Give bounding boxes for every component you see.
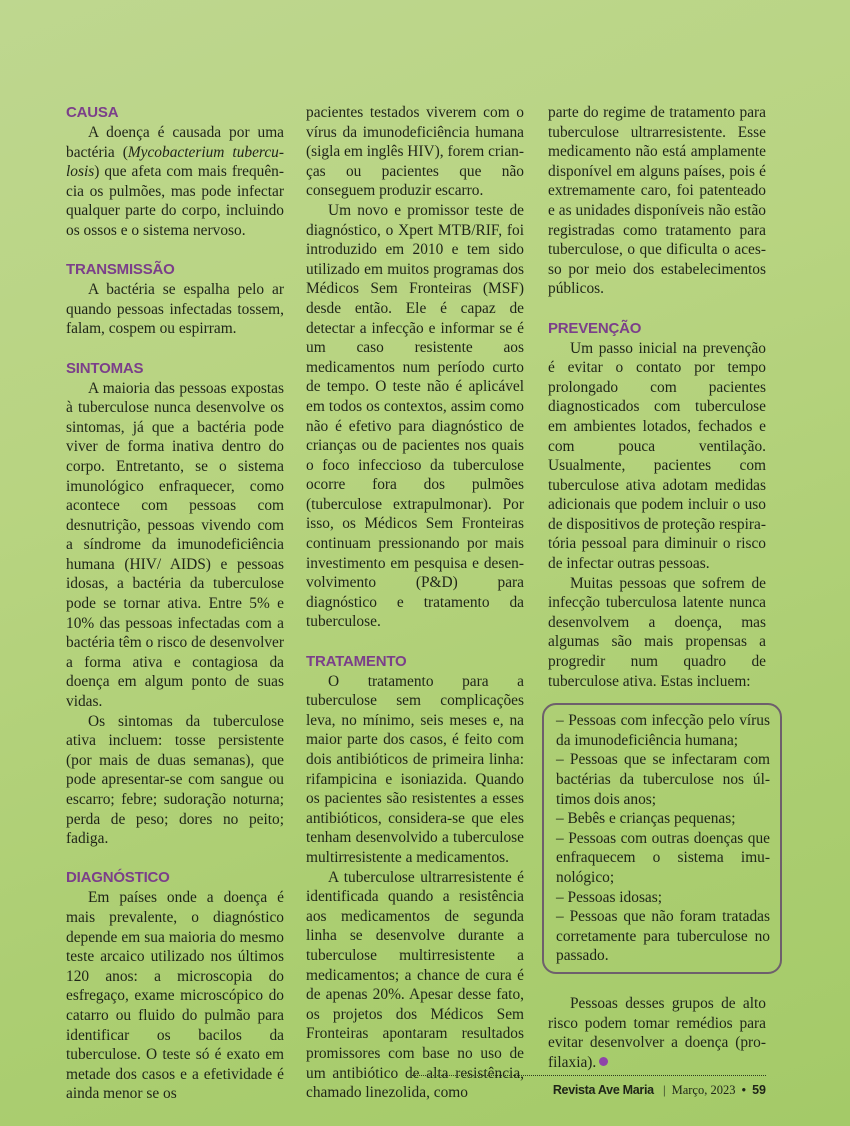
prevencao-text-3: Pessoas desses grupos de alto risco podem tomar remédios para evitar desenvolver a doença (profilaxia). (548, 994, 766, 1071)
heading-causa: CAUSA (66, 104, 119, 121)
risk-group-item: – Pessoas idosas; (556, 888, 663, 906)
diagnostico-paragraph-1-continued: pacientes testados viverem com o vírus da imunodeficiência humana (sigla em inglês HIV), forem crianças ou pacientes que não conseguem produzir escarro. (306, 104, 524, 200)
risk-group-item: – Pessoas com outras doenças que enfraquecem o sistema imunológico; (556, 829, 770, 886)
causa-paragraph (66, 123, 284, 241)
risk-group-item: – Pessoas que não foram tratadas corretamente para tuberculose no passado. (556, 908, 770, 965)
column-1 (66, 103, 284, 1104)
heading-prevencao: PREVENÇÃO (548, 319, 642, 337)
prevencao-paragraph-3 (548, 994, 766, 1072)
risk-group-item: – Bebês e crianças pequenas; (556, 810, 736, 828)
causa-text-a: A doença é causada por uma bactéria ( (66, 124, 284, 161)
section-transmissao (66, 260, 284, 339)
sintomas-paragraph-1: A maioria das pessoas expostas à tuberculose nunca desenvolve os sintomas, já que a bactéria pode viver de forma inativa dentro do corpo. Entretanto, se o sistema imunológico enfraquecer, como acontece com pessoas com desnutrição, pessoas vivendo com a síndrome da imunodeficiência humana (HIV/ AIDS) e pessoas idosas, a bactéria da tuberculose pode se tornar ativa. Entre 5% e 10% das pessoas infectadas com a bactéria têm o risco de desenvolver a forma ativa e contagiosa da doença em algum ponto de suas vidas. (66, 379, 284, 711)
heading-tratamento: TRATAMENTO (306, 652, 407, 670)
tratamento-paragraph-2-continued: parte do regime de tratamento para tuberculose ultrarresistente. Esse medicamento não está amplamente disponível em alguns países, pois é extremamente caro, foi patenteado e as unidades disponíveis não estão registradas como tratamento para tuberculose, o que dificulta o acesso por meio dos estabelecimentos públicos. (548, 104, 766, 298)
section-diagnostico (66, 868, 284, 1104)
heading-transmissao: TRANSMISSÃO (66, 261, 175, 279)
end-of-article-dot-icon (599, 1057, 608, 1066)
causa-text-b: ) que afeta com mais frequência os pulmões, mas pode infectar qualquer parte do corpo, incluindo os ossos e o sistema nervoso. (66, 163, 284, 239)
tratamento-paragraph-1: O tratamento para a tuberculose sem complicações leva, no mínimo, seis meses e, na maior parte dos casos, é feito com dois antibióticos de primeira linha: rifampicina e isoniazida. Quando os pacientes são resistentes a esses antibióticos, considera-se que eles tenham desenvolvido a tuberculose multirresistente a medicamentos. (306, 672, 524, 866)
section-causa (66, 103, 284, 241)
diagnostico-paragraph-1: Em países onde a doença é mais prevalente, o diagnóstico depende em sua maioria do mesmo teste arcaico utilizado nos últimos 120 anos: a microscopia do esfregaço, exame microscópico do catarro ou fluido do pulmão para identificar os bacilos da tuberculose. O teste só é exato em metade dos casos e a efetividade é ainda menor se os (66, 889, 284, 1103)
footer-divider (412, 1075, 766, 1076)
section-prevencao (548, 319, 770, 1073)
diagnostico-paragraph-2: Um novo e promissor teste de diagnóstico, o Xpert MTB/RIF, foi introduzido em 2010 e tem sido utilizado em muitos programas dos Médicos Sem Fronteiras (MSF) desde então. Ele é capaz de detectar a infecção e informar se é um caso resistente aos medicamentos num período curto de tempo. O teste não é aplicável em todos os contextos, assim como não é efetivo para diagnóstico de crianças ou de pacientes nos quais o foco infeccioso da tuberculose ocorre fora dos pulmões (tuberculose extrapulmonar). Por isso, os Médicos Sem Fronteiras continuam pressionando por mais investimento em pesquisa e desenvolvimento (P&D) para diagnóstico e tratamento da tuberculose. (306, 201, 524, 631)
tratamento-paragraph-2: A tuberculose ultrarresistente é identificada quando a resistência aos medicamentos de segunda linha se desenvolve durante a tuberculose multirresistente a medicamentos; a chance de cura é de apenas 20%. Apesar desse fato, os projetos dos Médicos Sem Fronteiras apontaram resultados promissores com base no uso de um antibiótico de alta resistência, chamado linezolida, como (306, 868, 524, 1102)
footer-bullet: • (741, 1083, 746, 1097)
scientific-name: Mycobacterium tuberculosis (66, 143, 284, 181)
heading-diagnostico: DIAGNÓSTICO (66, 869, 170, 887)
prevencao-paragraph-2: Muitas pessoas que sofrem de infecção tuberculosa latente nunca desenvolvem a doença, mas algumas são mais propensas a progredir num quadro de tuberculose ativa. Estas incluem: (548, 574, 766, 690)
risk-groups-box (542, 703, 782, 974)
risk-group-item: – Pessoas com infecção pelo vírus da imunodeficiência humana; (556, 712, 770, 749)
footer-separator: | (662, 1083, 666, 1097)
page-footer (553, 1083, 766, 1098)
section-tratamento (306, 652, 524, 1103)
risk-group-item: – Pessoas que se infectaram com bactérias da tuberculose nos últimos dois anos; (556, 751, 770, 808)
section-sintomas (66, 359, 284, 849)
magazine-name: Revista Ave Maria (552, 1083, 654, 1097)
column-2 (306, 103, 524, 1103)
prevencao-paragraph-1: Um passo inicial na prevenção é evitar o contato por tempo prolongado com pacientes diagnosticados com tuberculose em ambientes lotados, fechados e com pouca ventilação. Usualmente, pacientes com tuberculose ativa adotam medidas adicionais que podem incluir o uso de dispositivos de proteção respiratória pessoal para diminuir o risco de infectar outras pessoas. (548, 339, 766, 573)
transmissao-paragraph: A bactéria se espalha pelo ar quando pessoas infectadas tossem, falam, cospem ou espirram. (66, 281, 284, 338)
issue-date: Março, 2023 (671, 1083, 736, 1097)
column-3 (548, 103, 770, 1072)
page-number: 59 (752, 1083, 766, 1097)
heading-sintomas: SINTOMAS (66, 359, 144, 377)
sintomas-paragraph-2: Os sintomas da tuberculose ativa incluem: tosse persistente (por mais de duas semanas), que pode apresentar-se com sangue ou escarro; febre; sudoração noturna; perda de peso; dores no peito; fadiga. (66, 712, 284, 848)
